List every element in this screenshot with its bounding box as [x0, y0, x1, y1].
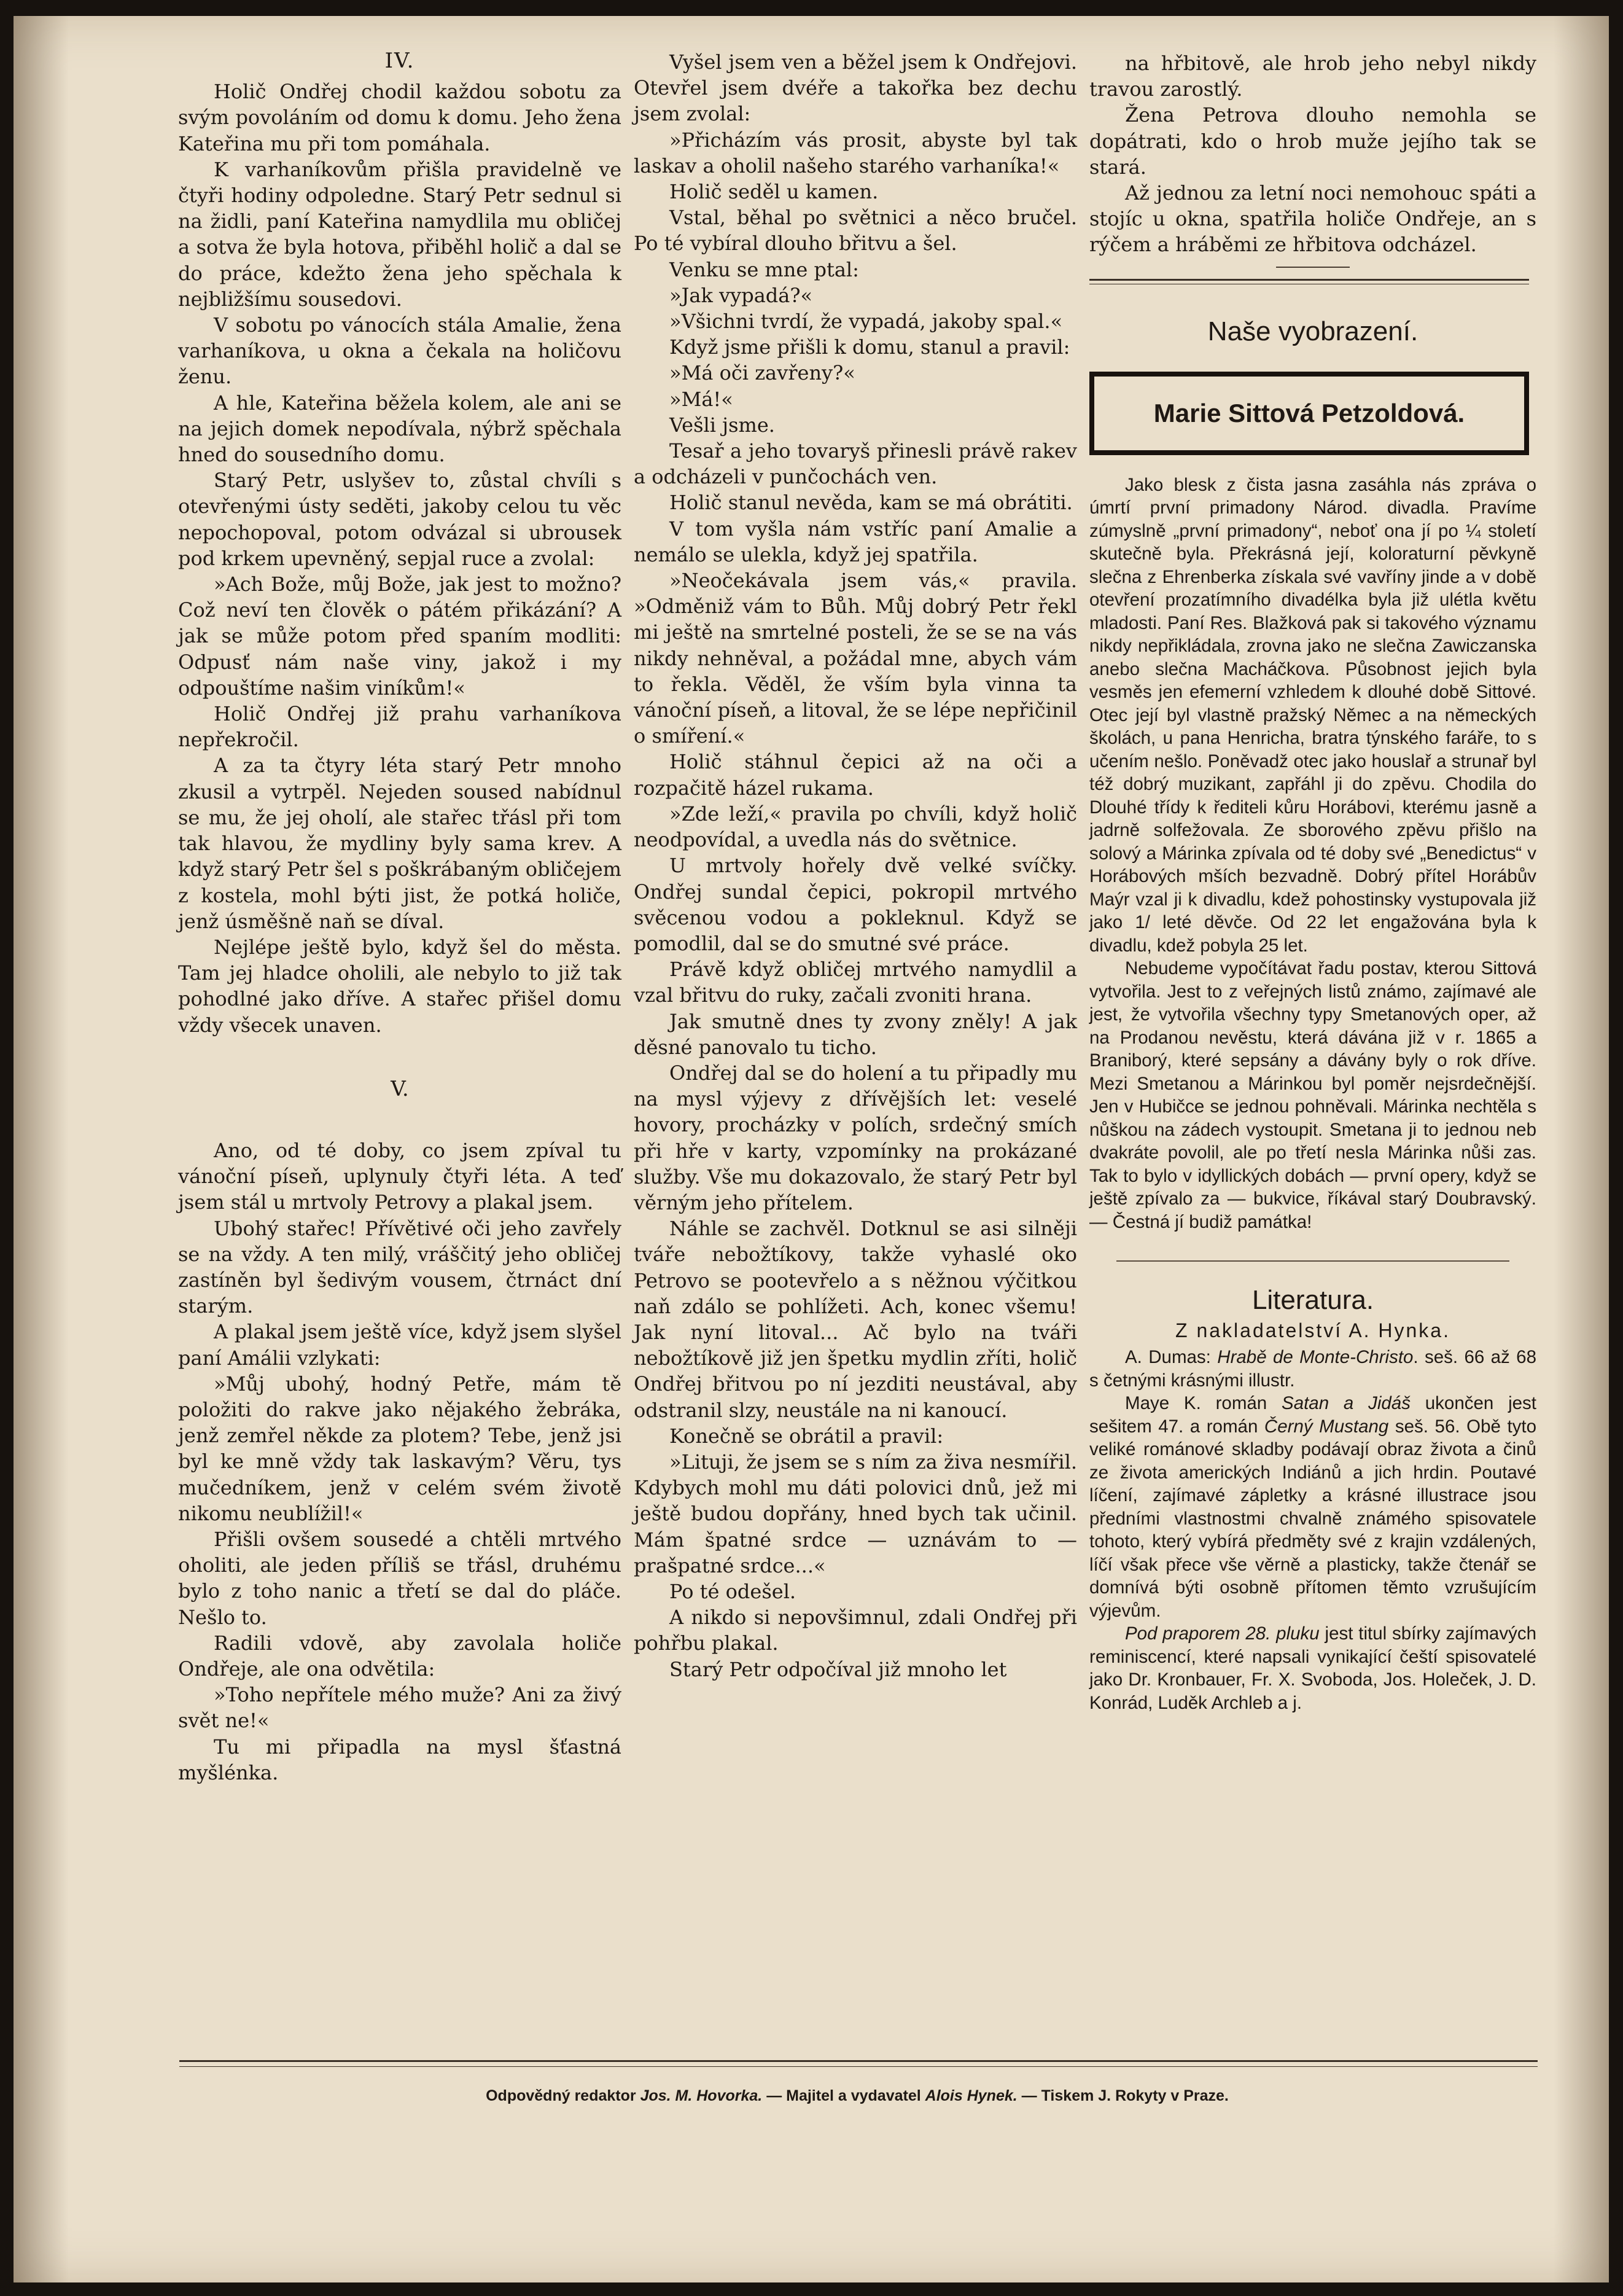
literatura-publisher: Z nakladatelství A. Hynka. [1175, 1319, 1450, 1342]
section-v-text [178, 1138, 621, 1786]
footer-publisher-name: Alois Hynek. [925, 2087, 1018, 2104]
story-paragraph: Jak smutně dnes ty zvony zněly! A jak děsné panovalo tu ticho. [634, 1009, 1077, 1059]
story-paragraph: Když jsme přišli k domu, stanul a pravil: [669, 335, 1070, 359]
story-paragraph: Přišli ovšem sousedé a chtěli mrtvého oholiti, ale jeden příliš se třásl, druhému bylo z toho nanic a třetí se dal do pláče. Nešlo to. [178, 1527, 621, 1629]
story-paragraph: Ondřej dal se do holení a tu připadly mu na mysl výjevy z dřívějších let: veselé hovory, procházky v polích, srdečný smích při hře v karty, vzpomínky na prokázané služby. Vše mu dokazovalo, že starý Petr byl věrným jeho přítelem. [634, 1061, 1077, 1214]
story-paragraph: Holič stáhnul čepici až na oči a rozpačitě házel rukama. [634, 750, 1077, 800]
story-paragraph: A hle, Kateřina běžela kolem, ale ani se na jejich domek nepodívala, nýbrž spěchala hned do sousedního domu. [178, 391, 621, 467]
right-edge-shade [1554, 16, 1609, 2282]
story-paragraph: »Lituji, že jsem se s ním za živa nesmířil. Kdybych mohl mu dáti polovici dnů, jež mi ještě budou dopřány, hned bych tak učinil. Mám špatné srdce — uznávám to — prašpatné srdce...« [634, 1450, 1077, 1577]
title-satan-a-jidas: Satan a Jidáš [1282, 1393, 1411, 1414]
literatura-heading: Literatura. [1251, 1285, 1374, 1316]
story-paragraph: »Neočekávala jsem vás,« pravila. »Odměniž vám to Bůh. Můj dobrý Petr řekl mi ještě na smrtelné posteli, že se se na vás nikdy nehněval, a požádal mne, abych vám to řekla. Věděl, že vším byla vinna ta vánoční píseň, a litoval, že se lépe nepřičinil o smíření.« [634, 569, 1077, 748]
story-paragraph: Konečně se obrátil a pravil: [669, 1424, 944, 1448]
column-3 [1089, 50, 1536, 1714]
dumas-details: . seš. 66 až 68 s četnými krásnými illustr. [1089, 1347, 1536, 1391]
story-column-1 [178, 48, 621, 1786]
story-paragraph: »Přicházím vás prosit, abyste byl tak laskav a oholil našeho starého varhaníka!« [634, 128, 1077, 178]
story-paragraph: Tu mi připadla na mysl šťastná myšlénka. [178, 1735, 621, 1784]
may-details: seš. 56. Obě tyto veliké románové skladby podávají obraz života a činů ze života amerických Indiánů a jich hrdin. Poutavé líčení, zajímavé zápletky a krásné illustrace jsou předními vlastnostmi chvalně známého spisovatele tohoto, který vybírá předměty své z krajin vzdálených, líčí však přece vše věrně a plasticky, takže čtenář se domnívá býti osobně přítomen těmto vzrušujícím výjevům. [1089, 1416, 1536, 1621]
story-end-rule [1276, 267, 1350, 268]
story-paragraph: Starý Petr, uslyšev to, zůstal chvíli s otevřenými ústy sedĕti, jakoby celou tu věc nepochopoval, potom odvázal si ubrousek pod krkem upevněný, sepjal ruce a zvolal: [178, 469, 621, 570]
story-paragraph: Právě když obličej mrtvého namydlil a vzal břitvu do ruky, začali zvoniti hrana. [634, 958, 1077, 1007]
author-dumas: A. Dumas: [1125, 1347, 1211, 1368]
left-edge-shade [14, 16, 69, 2282]
footer-printer: — Tiskem J. Rokyty v Praze. [1021, 2087, 1229, 2104]
newspaper-page [14, 16, 1609, 2282]
nase-vyobrazeni-heading: Naše vyobrazení. [1207, 316, 1419, 346]
literatura-item-dumas [1089, 1346, 1536, 1392]
prapor-details: jest titul sbírky zajímavých reminiscencí, které napsali vynikající čeští spisovatelé jako Dr. Kronbauer, Fr. X. Svoboda, Jos. Holeček, J. D. Konrád, Luděk Archleb a j. [1089, 1623, 1536, 1713]
story-paragraph: Holič Ondřej chodil každou sobotu za svým povoláním od domu k domu. Jeho žena Kateřina mu při tom pomáhala. [178, 80, 621, 155]
story-paragraph: Ubohý stařec! Přívětivé oči jeho zavřely se na vždy. A ten milý, vráščitý jeho obličej zastíněn byl šedivým vousem, čtrnáct dní starým. [178, 1216, 621, 1318]
story-paragraph: Tesař a jeho tovaryš přinesli právě rakev a odcházeli v punčochách ven. [634, 439, 1077, 489]
story-paragraph: Nejlépe ještě bylo, když šel do města. Tam jej hladce oholili, ale nebylo to již tak pohodlné jako dříve. A stařec přišel domu vždy všecek unaven. [178, 935, 621, 1037]
section-iv-heading: IV. [384, 49, 415, 73]
nase-vyobrazeni-text [1089, 474, 1536, 1234]
story-paragraph: »Zde leží,« pravila po chvíli, když holič neodpovídal, a uvedla nás do světnice. [634, 802, 1077, 852]
portrait-title-box [1089, 372, 1529, 455]
story-ending [1089, 50, 1536, 258]
story-paragraph: A nikdo si nepovšimnul, zdali Ondřej při pohřbu plakal. [634, 1606, 1077, 1655]
story-paragraph: Vyšel jsem ven a běžel jsem k Ondřejovi. Otevřel jsem dvéře a takořka bez dechu jsem zvolal: [634, 50, 1077, 126]
title-cerny-mustang: Černý Mustang [1264, 1416, 1389, 1437]
story-paragraph: Vešli jsme. [669, 413, 775, 437]
title-monte-christo: Hrabě de Monte-Christo [1217, 1347, 1414, 1368]
story-paragraph: Holič stanul nevěda, kam se má obrátiti. [669, 491, 1073, 515]
story-paragraph: V tom vyšla nám vstříc paní Amalie a nemálo se ulekla, když jej spatřila. [634, 517, 1077, 566]
story-paragraph: »Můj ubohý, hodný Petře, mám tě položiti do rakve jako nějakého žebráka, jenž zemřel někde za plotem? Tebe, jenž jsi byl ke mně vždy tak laskavým? Věru, tys mučedníkem, jenž v celém svém životě nikomu neublížil!« [178, 1372, 621, 1525]
story-paragraph: »Má oči zavřeny?« [669, 361, 855, 385]
story-paragraph: »Jak vypadá?« [669, 283, 813, 307]
footer-editor-label: Odpovědný redaktor [486, 2087, 636, 2104]
section-iv-text [178, 79, 621, 1038]
story-paragraph: »Ach Bože, můj Bože, jak jest to možno? Což neví ten člověk o pátém přikázání? A jak se může potom před spaním modliti: Odpusť nám naše viny, jakož i my odpouštíme našim viníkům!« [178, 572, 621, 700]
story-paragraph: V sobotu po vánocích stála Amalie, žena varhaníkova, u okna a čekala na holičovu ženu. [178, 313, 621, 389]
story-paragraph: Náhle se zachvěl. Dotknul se asi silněji tváře nebožtíkovy, takže vyhaslé oko Petrovo se pootevřelo a s něžnou výčitkou naň zdálo se pohlížeti. Ach, konec všemu! Jak nyní litoval... Ač bylo na tváři nebožtíkově již jen špetku mydlin zříti, holič Ondřej břitvou po ní jezditi neustával, aby odstranil slzy, neustále na ni kanoucí. [634, 1217, 1077, 1422]
story-column-2-text [634, 49, 1077, 1682]
double-rule [1089, 279, 1529, 284]
footer-editor-name: Jos. M. Hovorka. [640, 2087, 763, 2104]
section-v-heading: V. [391, 1076, 409, 1101]
story-paragraph: Vstal, běhal po světnici a něco bručel. Po té vybíral dlouho břitvu a šel. [634, 206, 1077, 256]
story-paragraph: Starý Petr odpočíval již mnoho let [669, 1657, 1007, 1681]
obituary-paragraph: Nebudeme vypočítávat řadu postav, kterou Sittová vytvořila. Jest to z veřejných listů známo, zajímavé ale jest, že vytvořila všechny typy Smetanových oper, až na Prodanou nevěstu, která dávána již v r. 1865 a Braniborý, které sepsány a dávány byly o rok dříve. Mezi Smetanou a Márinkou byl poměr nejsrdečnější. Jen v Hubičce se jednou pohněvali. Márinka nechtěla s nůškou na zádech vystoupit. Smetana ji to jednou neb dvakráte povolil, ale po třetí nesla Márinka nůši zas. Tak to bylo v idyllických dobách — první opery, když se ještě zpívalo za — bukvice, říkával starý Doubravský. — Čestná jí budiž památka! [1089, 958, 1536, 1232]
story-paragraph: Až jednou za letní noci nemohouc spáti a stojíc u okna, spatřila holiče Ondřeje, an s rýčem a hráběmi ze hřbitova odcházel. [1089, 181, 1536, 257]
footer-publisher-label: — Majitel a vydavatel [766, 2087, 921, 2104]
story-paragraph: na hřbitově, ale hrob jeho nebyl nikdy travou zarostlý. [1089, 52, 1536, 101]
section-divider [1116, 1260, 1509, 1262]
story-paragraph: K varhaníkovům přišla pravidelně ve čtyři hodiny odpoledne. Starý Petr sednul si na židli, paní Kateřina namydlila mu obličej a sotva že byla hotova, přiběhl holič a dal se do práce, kdežto žena jeho spěchala k nejbližšímu sousedovi. [178, 157, 621, 311]
story-paragraph: Radili vdově, aby zavolala holiče Ondřeje, ale ona odvětila: [178, 1631, 621, 1681]
story-paragraph: »Toho nepřítele mého muže? Ani za živý svět ne!« [178, 1683, 621, 1733]
obituary-paragraph: Jako blesk z čista jasna zasáhla nás zpráva o úmrtí první primadony Národ. divadla. Pravíme zúmyslně „první primadony“, neboť ona jí po ¼ století skutečně byla. Překrásná její, koloraturní pěvkyně slečna z Ehrenberka získala své vavříny jinde a v době otevření prozatímního divadélka byla již ulétla květu mladosti. Paní Res. Blažková pak si takového významu nikdy nepřikládala, zrovna jako ne slečna Zawiczanska anebo slečna Macháčkova. Působnost jejich byla vesměs jen efemerní vzhledem k dlouhé době Sittové. Otec její byl vlastně pražský Němec a na německých školách, u pana Henricha, bratra týnského faráře, to s učením nešlo. Poněvadž otec jako houslař a strunař byl též dobrý muzikant, zapřáhl ji do zpěvu. Chodila do Dlouhé třídy k řediteli kůru Horábovi, kterému jasně a jadrně solfežovala. Ze sborového zpěvu přišlo na solový a Márinka zpívala od té doby své „Benedictus“ v Horábových mších bezvadně. Dobrý přítel Horábův Maýr vzal ji k divadlu, kdež pohostinsky vystupovala již jako 1/ leté děvče. Od 22 let engažována byla k divadlu, kdež pobyla 25 let. [1089, 474, 1536, 956]
story-paragraph: A plakal jsem ještě více, když jsem slyšel paní Amálii vzlykati: [178, 1320, 621, 1370]
footer-rule-thin [179, 2066, 1538, 2067]
story-column-2 [634, 49, 1077, 1682]
story-paragraph: Po té odešel. [669, 1579, 796, 1603]
footer-rule-top [179, 2060, 1538, 2062]
literatura-text [1089, 1346, 1536, 1714]
story-paragraph: A za ta čtyry léta starý Petr mnoho zkusil a vytrpěl. Nejeden soused nabídnul se mu, že jej oholí, ale stařec třásl při tom tak hlavou, že mydliny byly sama krev. A když starý Petr šel s poškrábaným obličejem z kostela, mohl býti jist, že potká holiče, jenž úsměšně naň se díval. [178, 754, 621, 933]
story-paragraph: Holič seděl u kamen. [669, 180, 879, 204]
portrait-title: Marie Sittová Petzoldová. [1153, 398, 1465, 428]
author-may: Maye K. [1125, 1393, 1201, 1414]
story-paragraph: Venku se mne ptal: [669, 257, 859, 281]
story-paragraph: U mrtvoly hořely dvě velké svíčky. Ondřej sundal čepici, pokropil mrtvého svěcenou vodou a pokleknul. Když se pomodlil, dal se do smutné své práce. [634, 854, 1077, 955]
story-paragraph: Holič Ondřej již prahu varhaníkova nepřekročil. [178, 702, 621, 752]
story-paragraph: »Má!« [669, 387, 733, 411]
imprint-footer [178, 2087, 1536, 2105]
story-paragraph: »Všichni tvrdí, že vypadá, jakoby spal.« [669, 310, 1063, 334]
may-text-b: ukončen jest sešitem 47. a román [1089, 1393, 1536, 1437]
story-paragraph: Žena Petrova dlouho nemohla se dopátrati, kdo o hrob muže jejího tak se stará. [1089, 103, 1536, 179]
literatura-item-prapor [1089, 1622, 1536, 1714]
title-pod-praporem: Pod praporem 28. pluku [1125, 1623, 1320, 1644]
story-paragraph: Ano, od té doby, co jsem zpíval tu vánoční píseň, uplynuly čtyři léta. A teď jsem stál u mrtvoly Petrovy a plakal jsem. [178, 1138, 621, 1214]
literatura-item-may [1089, 1392, 1536, 1622]
may-text-a: román [1215, 1393, 1267, 1414]
